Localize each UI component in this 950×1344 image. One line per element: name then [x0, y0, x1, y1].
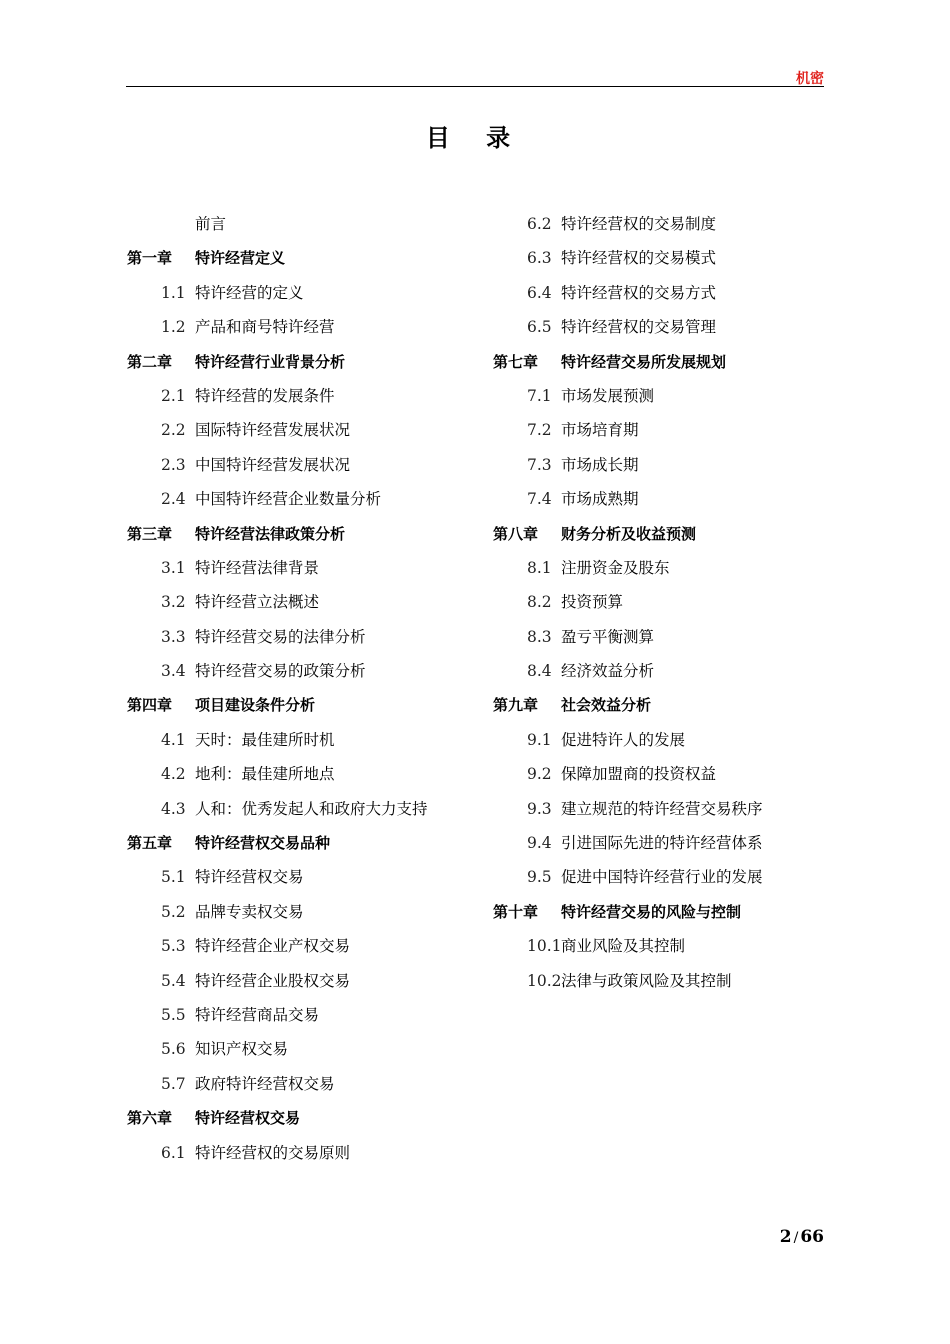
- toc-chapter[interactable]: [127, 826, 487, 860]
- toc-section[interactable]: [127, 482, 487, 516]
- toc-entry-text: 特许经营权的交易原则: [195, 1143, 351, 1162]
- toc-entry-text: 特许经营立法概述: [195, 593, 320, 612]
- toc-entry-number: 9.3: [527, 799, 552, 818]
- toc-entry-text: 经济效益分析: [561, 662, 655, 681]
- toc-chapter[interactable]: [493, 517, 833, 551]
- toc-entry-text: 特许经营商品交易: [195, 1005, 320, 1024]
- toc-entry-number: 4.1: [161, 730, 186, 749]
- toc-entry-number: 1.2: [161, 318, 186, 337]
- toc-chapter[interactable]: [127, 688, 487, 722]
- toc-section[interactable]: [493, 207, 833, 241]
- toc-entry-text: 特许经营企业股权交易: [195, 971, 351, 990]
- toc-entry-text: 天时：最佳建所时机: [195, 730, 335, 749]
- toc-section[interactable]: [127, 448, 487, 482]
- toc-chapter[interactable]: [493, 345, 833, 379]
- toc-entry-text: 注册资金及股东: [561, 558, 670, 577]
- toc-entry-text: 特许经营的发展条件: [195, 386, 335, 405]
- toc-entry-text: 特许经营权交易: [195, 1109, 301, 1128]
- toc-entry-number: 8.3: [527, 627, 552, 646]
- toc-chapter[interactable]: [127, 345, 487, 379]
- toc-entry-text: 特许经营交易所发展规划: [561, 352, 727, 371]
- toc-entry-text: 促进中国特许经营行业的发展: [561, 868, 763, 887]
- toc-section[interactable]: [127, 585, 487, 619]
- toc-entry-text: 人和：优秀发起人和政府大力支持: [195, 799, 428, 818]
- toc-entry-text: 项目建设条件分析: [195, 696, 316, 715]
- toc-section[interactable]: [493, 654, 833, 688]
- toc-entry-text: 特许经营交易的法律分析: [195, 627, 366, 646]
- toc-entry-text: 保障加盟商的投资权益: [561, 765, 717, 784]
- toc-section[interactable]: [127, 1067, 487, 1101]
- toc-entry-text: 品牌专卖权交易: [195, 902, 304, 921]
- toc-entry-number: 第十章: [493, 902, 539, 921]
- toc-title: 目 录: [425, 124, 525, 152]
- toc-chapter[interactable]: [127, 517, 487, 551]
- toc-entry-text: 市场发展预测: [561, 386, 655, 405]
- toc-entry-text: 引进国际先进的特许经营体系: [561, 834, 763, 853]
- toc-entry-text: 市场成长期: [561, 455, 639, 474]
- toc-entry-number: 3.3: [161, 627, 186, 646]
- toc-section[interactable]: [127, 792, 487, 826]
- toc-entry-text: 市场成熟期: [561, 490, 639, 509]
- toc-entry-text: 特许经营权交易: [195, 868, 304, 887]
- toc-entry-number: 9.2: [527, 765, 552, 784]
- toc-chapter[interactable]: [127, 1101, 487, 1135]
- toc-section[interactable]: [493, 964, 833, 998]
- toc-entry-text: 社会效益分析: [561, 696, 652, 715]
- toc-entry-text: 盈亏平衡测算: [561, 627, 655, 646]
- toc-entry-number: 第九章: [493, 696, 539, 715]
- toc-entry-number: 5.2: [161, 902, 186, 921]
- toc-entry-number: 4.3: [161, 799, 186, 818]
- toc-entry-text: 中国特许经营企业数量分析: [195, 490, 382, 509]
- toc-entry-text: 投资预算: [561, 593, 624, 612]
- toc-entry-text: 特许经营定义: [195, 249, 286, 268]
- toc-entry-number: 第一章: [127, 249, 173, 268]
- confidential-label: 机密: [796, 71, 824, 87]
- toc-entry-text: 特许经营权的交易方式: [561, 283, 717, 302]
- toc-entry-number: 8.1: [527, 558, 552, 577]
- toc-entry-number: 2.1: [161, 386, 186, 405]
- toc-entry-text: 特许经营行业背景分析: [195, 352, 346, 371]
- toc-entry-text: 特许经营权的交易管理: [561, 318, 717, 337]
- toc-entry-text: 特许经营权交易品种: [195, 834, 331, 853]
- toc-section[interactable]: [493, 379, 833, 413]
- toc-entry-text: 产品和商号特许经营: [195, 318, 335, 337]
- toc-preface[interactable]: [127, 207, 487, 241]
- toc-entry-text: 促进特许人的发展: [561, 730, 686, 749]
- toc-entry-text: 特许经营的定义: [195, 283, 304, 302]
- toc-entry-number: 5.5: [161, 1005, 186, 1024]
- toc-entry-number: 1.1: [161, 283, 186, 302]
- toc-entry-number: 第五章: [127, 834, 173, 853]
- toc-section[interactable]: [493, 482, 833, 516]
- toc-chapter[interactable]: [493, 895, 833, 929]
- toc-entry-number: 4.2: [161, 765, 186, 784]
- toc-entry-number: 6.2: [527, 215, 552, 233]
- toc-entry-text: 法律与政策风险及其控制: [561, 971, 732, 990]
- toc-entry-number: 10.1: [527, 937, 562, 956]
- toc-section[interactable]: [127, 757, 487, 791]
- toc-section[interactable]: [493, 276, 833, 310]
- toc-entry-number: 2.2: [161, 421, 186, 440]
- toc-section[interactable]: [127, 964, 487, 998]
- toc-entry-number: 7.2: [527, 421, 552, 440]
- toc-entry-text: 地利：最佳建所地点: [195, 765, 335, 784]
- toc-entry-number: 6.3: [527, 249, 552, 268]
- toc-entry-text: 特许经营权的交易模式: [561, 249, 717, 268]
- toc-entry-number: 7.1: [527, 386, 552, 405]
- toc-section[interactable]: [127, 654, 487, 688]
- toc-entry-number: 2.3: [161, 455, 186, 474]
- toc-section[interactable]: [493, 448, 833, 482]
- toc-entry-text: 特许经营企业产权交易: [195, 937, 351, 956]
- toc-entry-number: 3.2: [161, 593, 186, 612]
- toc-section[interactable]: [127, 413, 487, 447]
- toc-entry-text: 前言: [195, 215, 227, 233]
- toc-entry-number: 8.4: [527, 662, 552, 681]
- toc-entry-text: 商业风险及其控制: [561, 937, 686, 956]
- toc-entry-number: 10.2: [527, 971, 562, 990]
- toc-entry-number: 第八章: [493, 524, 539, 543]
- toc-chapter[interactable]: [127, 241, 487, 275]
- toc-section[interactable]: [127, 551, 487, 585]
- toc-entry-number: 8.2: [527, 593, 552, 612]
- toc-section[interactable]: [127, 895, 487, 929]
- toc-section[interactable]: [493, 826, 833, 860]
- toc-entry-text: 中国特许经营发展状况: [195, 455, 351, 474]
- toc-section[interactable]: [493, 757, 833, 791]
- toc-entry-text: 特许经营交易的政策分析: [195, 662, 366, 681]
- toc-entry-number: 第四章: [127, 696, 173, 715]
- toc-entry-number: 第三章: [127, 524, 173, 543]
- toc-chapter[interactable]: [493, 688, 833, 722]
- toc-entry-number: 6.1: [161, 1143, 186, 1162]
- toc-right-column: [493, 207, 833, 998]
- page-number: [780, 1227, 824, 1247]
- toc-entry-text: 特许经营法律背景: [195, 558, 320, 577]
- toc-entry-number: 6.4: [527, 283, 552, 302]
- toc-entry-number: 9.5: [527, 868, 552, 887]
- toc-entry-number: 第六章: [127, 1109, 173, 1128]
- toc-section[interactable]: [127, 310, 487, 344]
- toc-entry-number: 5.7: [161, 1074, 186, 1093]
- toc-entry-number: 9.1: [527, 730, 552, 749]
- toc-entry-number: 第七章: [493, 352, 539, 371]
- toc-section[interactable]: [493, 585, 833, 619]
- page-separator: /: [793, 1230, 799, 1246]
- toc-section[interactable]: [493, 860, 833, 894]
- toc-section[interactable]: [127, 379, 487, 413]
- toc-left-column: [127, 207, 487, 1170]
- toc-entry-number: 5.4: [161, 971, 186, 990]
- toc-entry-text: 建立规范的特许经营交易秩序: [561, 799, 763, 818]
- current-page: 2: [779, 1227, 792, 1247]
- toc-section[interactable]: [493, 723, 833, 757]
- toc-section[interactable]: [127, 1032, 487, 1066]
- toc-entry-text: 知识产权交易: [195, 1040, 289, 1059]
- toc-section[interactable]: [493, 551, 833, 585]
- toc-section[interactable]: [493, 929, 833, 963]
- toc-entry-text: 财务分析及收益预测: [561, 524, 697, 543]
- toc-section[interactable]: [127, 620, 487, 654]
- toc-section[interactable]: [493, 792, 833, 826]
- toc-entry-text: 国际特许经营发展状况: [195, 421, 351, 440]
- toc-entry-number: 第二章: [127, 352, 173, 371]
- toc-section[interactable]: [127, 1136, 487, 1170]
- total-pages: 66: [800, 1227, 824, 1247]
- toc-entry-text: 特许经营权的交易制度: [561, 215, 717, 233]
- toc-section[interactable]: [127, 860, 487, 894]
- toc-entry-number: 9.4: [527, 834, 552, 853]
- toc-entry-number: 5.1: [161, 868, 186, 887]
- toc-section[interactable]: [493, 310, 833, 344]
- toc-section[interactable]: [493, 620, 833, 654]
- toc-section[interactable]: [493, 241, 833, 275]
- toc-section[interactable]: [493, 413, 833, 447]
- toc-section[interactable]: [127, 723, 487, 757]
- toc-entry-text: 政府特许经营权交易: [195, 1074, 335, 1093]
- toc-entry-number: 3.4: [161, 662, 186, 681]
- toc-entry-number: 3.1: [161, 558, 186, 577]
- toc-section[interactable]: [127, 998, 487, 1032]
- toc-entry-text: 特许经营法律政策分析: [195, 524, 346, 543]
- toc-entry-number: 7.3: [527, 455, 552, 474]
- toc-entry-text: 市场培育期: [561, 421, 639, 440]
- toc-entry-number: 2.4: [161, 490, 186, 509]
- toc-entry-text: 特许经营交易的风险与控制: [561, 902, 742, 921]
- toc-entry-number: 6.5: [527, 318, 552, 337]
- toc-entry-number: 5.6: [161, 1040, 186, 1059]
- toc-entry-number: 7.4: [527, 490, 552, 509]
- toc-section[interactable]: [127, 276, 487, 310]
- toc-entry-number: 5.3: [161, 937, 186, 956]
- toc-section[interactable]: [127, 929, 487, 963]
- header-rule: [126, 86, 824, 87]
